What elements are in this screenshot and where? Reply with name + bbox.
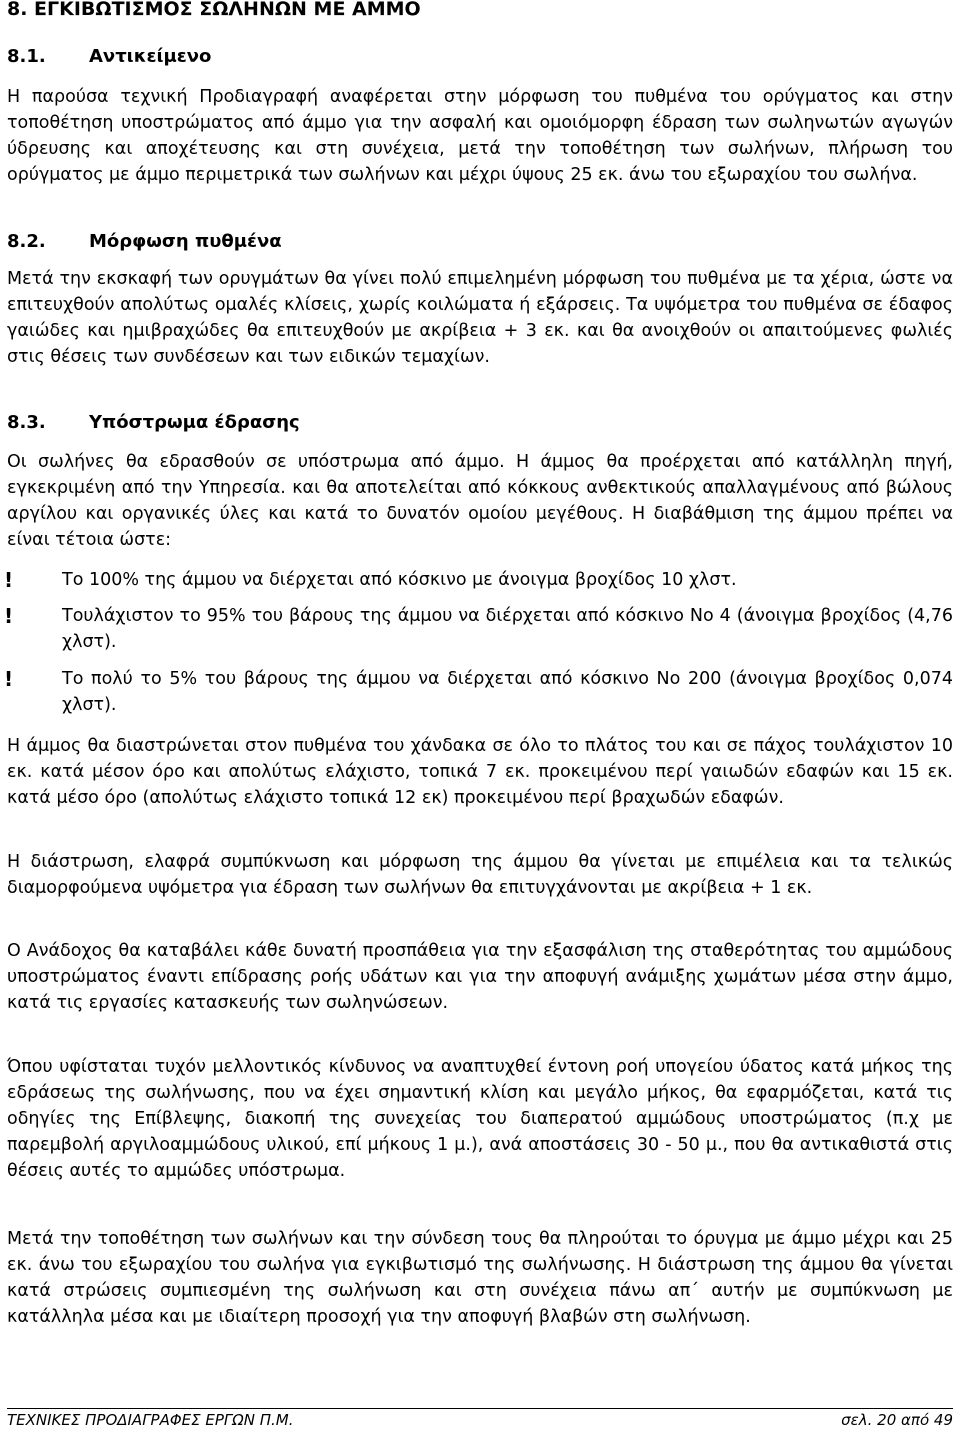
section-8-2-heading: [7, 231, 953, 252]
exclamation-bullet-icon: !: [4, 604, 14, 628]
section-8-1-heading: [7, 46, 953, 67]
footer-page-number: σελ. 20 από 49: [841, 1411, 953, 1429]
section-8-3-paragraph-1: Οι σωλήνες θα εδρασθούν σε υπόστρωμα από άμμο. Η άμμος θα προέρχεται από κατάλληλη πηγή, εγκεκριμένη από την Υπηρεσία. και θα αποτελείται από κόκκους ανθεκτικούς απαλλαγμένους από βώλους αργίλου και οργανικές ύλες και κατά το δυνατόν ομοίου μεγέθους. Η διαβάθμιση της άμμου πρέπει να είναι τέτοια ώστε:: [7, 452, 953, 550]
list-item: [4, 567, 953, 593]
section-8-3-paragraph-3: Η διάστρωση, ελαφρά συμπύκνωση και μόρφωση της άμμου θα γίνεται με επιμέλεια και τα τελικώς διαμορφούμενα υψόμετρα για έδραση των σωλήνων θα επιτυγχάνονται με ακρίβεια + 1 εκ.: [7, 852, 953, 898]
list-item-text: Τουλάχιστον το 95% του βάρους της άμμου να διέρχεται από κόσκινο Νο 4 (άνοιγμα βροχίδος (4,76 χλστ).: [62, 606, 953, 652]
list-item-text: Το 100% της άμμου να διέρχεται από κόσκινο με άνοιγμα βροχίδος 10 χλστ.: [62, 570, 737, 590]
section-8-3-paragraph-5: Όπου υφίσταται τυχόν μελλοντικός κίνδυνος να αναπτυχθεί έντονη ροή υπογείου ύδατος κατά μήκος της εδράσεως της σωλήνωσης, που να έχει σημαντική κλίση και μεγάλο μήκος, θα εφαρμόζεται, κατά τις οδηγίες της Επίβλεψης, διακοπή της συνεχείας του διαπερατού αμμώδους υποστρώματος (π.χ με παρεμβολή αργιλοαμμώδους υλικού, επί μήκους 1 μ.), ανά αποστάσεις 30 - 50 μ., που θα αντικαθιστά στις θέσεις αυτές το αμμώδες υπόστρωμα.: [7, 1057, 953, 1181]
footer-document-title: ΤΕΧΝΙΚΕΣ ΠΡΟΔΙΑΓΡΑΦΕΣ ΕΡΓΩΝ Π.Μ.: [7, 1411, 294, 1429]
section-number: 8.1.: [7, 46, 46, 67]
section-8-3-heading: [7, 412, 953, 433]
section-8-3-paragraph-6: Μετά την τοποθέτηση των σωλήνων και την σύνδεση τους θα πληρούται το όρυγμα με άμμο μέχρι και 25 εκ. άνω του εξωραχίου του σωλήνα για εγκιβωτισμό της σωλήνωσης. Η διάστρωση της άμμου θα γίνεται κατά στρώσεις συμπιεσμένη της σωλήνωση και στη συνέχεια πάνω απ΄ αυτήν με συμπύκνωση με κατάλληλα μέσα και με ιδιαίτερη προσοχή για την αποφυγή βλαβών στη σωλήνωση.: [7, 1229, 953, 1327]
section-8-3-paragraph-4: Ο Ανάδοχος θα καταβάλει κάθε δυνατή προσπάθεια για την εξασφάλιση της σταθερότητας του αμμώδους υποστρώματος έναντι επίδρασης ροής υδάτων και για την αποφυγή ανάμιξης χωμάτων μέσα στην άμμο, κατά τις εργασίες κατασκευής των σωληνώσεων.: [7, 941, 953, 1013]
section-8-1-paragraph: Η παρούσα τεχνική Προδιαγραφή αναφέρεται στην μόρφωση του πυθμένα του ορύγματος και στην τοποθέτηση υποστρώματος από άμμο για την ασφαλή και ομοιόμορφη έδραση των σωληνωτών αγωγών ύδρευσης και αποχέτευσης και στη συνέχεια, μετά την τοποθέτηση των σωλήνων, πλήρωση του ορύγματος με άμμο περιμετρικά των σωλήνων και μέχρι ύψους 25 εκ. άνω του εξωραχίου του σωλήνα.: [7, 87, 953, 185]
exclamation-bullet-icon: !: [4, 568, 14, 592]
chapter-title: 8. ΕΓΚΙΒΩΤΙΣΜΟΣ ΣΩΛΗΝΩΝ ΜΕ ΑΜΜΟ: [7, 0, 421, 20]
section-number: 8.3.: [7, 412, 46, 433]
footer-divider: [7, 1408, 953, 1409]
section-8-3-paragraph-2: Η άμμος θα διαστρώνεται στον πυθμένα του χάνδακα σε όλο το πλάτος του και σε πάχος τουλάχιστον 10 εκ. κατά μέσον όρο και απολύτως ελάχιστο, τοπικά 7 εκ. προκειμένου περί γαιωδών εδαφών και 15 εκ. κατά μέσο όρο (απολύτως ελάχιστο τοπικά 12 εκ) προκειμένου περί βραχωδών εδαφών.: [7, 736, 953, 808]
section-title: Αντικείμενο: [89, 46, 212, 67]
section-title: Υπόστρωμα έδρασης: [89, 412, 300, 433]
list-item: [4, 603, 953, 655]
list-item-text: Το πολύ το 5% του βάρους της άμμου να διέρχεται από κόσκινο Νο 200 (άνοιγμα βροχίδος 0,074 χλστ).: [62, 669, 953, 715]
list-item: [4, 666, 953, 718]
section-title: Μόρφωση πυθμένα: [89, 231, 282, 252]
section-number: 8.2.: [7, 231, 46, 252]
exclamation-bullet-icon: !: [4, 667, 14, 691]
section-8-2-paragraph: Μετά την εκσκαφή των ορυγμάτων θα γίνει πολύ επιμελημένη μόρφωση του πυθμένα με τα χέρια, ώστε να επιτευχθούν απολύτως ομαλές κλίσεις, χωρίς κοιλώματα ή εξάρσεις. Τα υψόμετρα του πυθμένα σε έδαφος γαιώδες και ημιβραχώδες θα επιτευχθούν με ακρίβεια + 3 εκ. και θα ανοιχθούν οι απαιτούμενες φωλιές στις θέσεις των συνδέσεων και των ειδικών τεμαχίων.: [7, 269, 953, 367]
